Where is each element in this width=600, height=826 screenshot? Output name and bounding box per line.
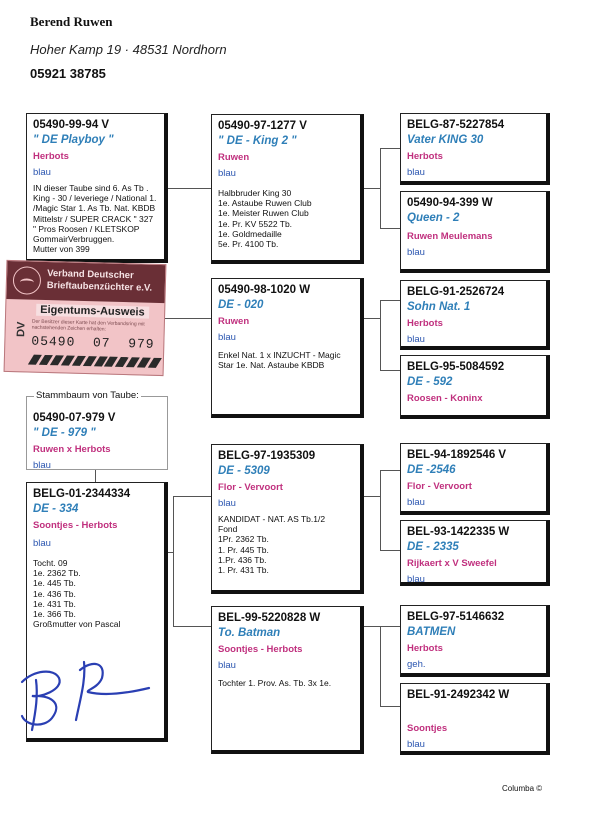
breeder: Rijkaert x V Sweefel (407, 558, 497, 569)
pigeon-card-gen3[interactable] (400, 280, 550, 350)
pigeon-name: DE - 5309 (218, 465, 270, 477)
connector (380, 300, 400, 301)
plumage-color: blau (407, 247, 425, 258)
pigeon-name: DE -2546 (407, 464, 456, 476)
plumage-color: blau (218, 168, 236, 179)
ring-number: BEL-91-2492342 W (407, 689, 510, 701)
connector (165, 318, 212, 319)
connector (380, 148, 381, 228)
connector (380, 228, 400, 229)
breeder: Herbots (407, 151, 443, 162)
connector (380, 148, 400, 149)
ownership-card-stamp (4, 260, 167, 376)
breeder: Soontjes (407, 723, 448, 734)
stamp-header (6, 261, 165, 303)
breeder: Roosen - Koninx (407, 393, 483, 404)
pigeon-name: Sohn Nat. 1 (407, 301, 471, 313)
breeder: Ruwen (218, 316, 250, 327)
breeder: Ruwen Meulemans (407, 231, 493, 242)
ring-number: BELG-97-5146632 (407, 611, 505, 623)
breeder: Flor - Vervoort (218, 482, 283, 493)
breeder: Ruwen (218, 152, 250, 163)
plumage-color: blau (33, 538, 51, 549)
plumage-color: geh. (407, 659, 426, 670)
connector (380, 550, 400, 551)
pigeon-name: " DE - 979 " (33, 427, 96, 439)
ring-number: BEL-93-1422335 W (407, 526, 510, 538)
pigeon-card-gen3[interactable] (400, 443, 550, 515)
breeder: Herbots (407, 643, 443, 654)
pigeon-card-gen3[interactable] (400, 191, 550, 273)
plumage-color: blau (33, 460, 51, 470)
footer-credit: Columba © (502, 784, 543, 793)
stamp-barcode (31, 355, 159, 368)
breeder: Flor - Vervoort (407, 481, 472, 492)
owner-name: Berend Ruwen (30, 14, 113, 29)
pigeon-card-dam-dam[interactable] (211, 606, 364, 754)
stamp-dv: DV (15, 321, 28, 338)
pigeon-name: DE - 334 (33, 503, 79, 515)
pigeon-name: To. Batman (218, 627, 281, 639)
ring-number: BELG-01-2344334 (33, 488, 131, 500)
ring-number: 05490-98-1020 W (218, 284, 311, 296)
breeder: Soontjes - Herbots (218, 644, 303, 655)
plumage-color: blau (33, 167, 51, 178)
stammbaum-label: Stammbaum von Taube: (36, 390, 139, 401)
owner-address: Hoher Kamp 19 · 48531 Nordhorn (30, 42, 227, 57)
plumage-color: blau (218, 498, 236, 509)
stamp-ring-number: 05490 07 979 (31, 333, 155, 352)
plumage-color: blau (407, 739, 425, 750)
breeder: Ruwen x Herbots (33, 444, 111, 455)
breeder: Soontjes - Herbots (33, 520, 118, 531)
connector (380, 626, 400, 627)
ring-number: BEL-99-5220828 W (218, 612, 321, 624)
performance-notes: IN dieser Taube sind 6. As Tb . King - 30 / leveriege / National 1. /Magic Star 1. As Tb. Nat. KBDB Mittelstr / SUPER CRACK " 327 " Pros Roosen / KLETSKOP GommairVerbruggen. Mutter von 399 (33, 183, 157, 255)
breeder: Herbots (407, 318, 443, 329)
pigeon-name (407, 703, 540, 718)
performance-notes: KANDIDAT - NAT. AS Tb.1/2 Fond 1Pr. 2362 Tb. 1. Pr. 445 Tb. 1.Pr. 436 Tb. 1. Pr. 431 Tb. (218, 514, 326, 576)
performance-notes: Halbbruder King 30 1e. Astaube Ruwen Club 1e. Meister Ruwen Club 1e. Pr. KV 5522 Tb. 1e. Goldmedaille 5e. Pr. 4100 Tb. (218, 188, 312, 250)
pigeon-name: Queen - 2 (407, 212, 460, 224)
handwritten-signature (14, 640, 164, 735)
ring-number: BEL-94-1892546 V (407, 449, 507, 461)
connector (380, 470, 381, 550)
plumage-color: blau (407, 497, 425, 508)
ring-number: BELG-97-1935309 (218, 450, 316, 462)
connector (95, 470, 96, 482)
plumage-color: blau (407, 167, 425, 178)
plumage-color: blau (218, 332, 236, 343)
plumage-color: blau (218, 660, 236, 671)
pigeon-card-gen3[interactable] (400, 113, 550, 185)
pigeon-card-gen3[interactable] (400, 683, 550, 755)
ring-number: BELG-87-5227854 (407, 119, 505, 131)
owner-phone: 05921 38785 (30, 66, 106, 81)
pigeon-card-subject[interactable] (26, 113, 168, 263)
ring-number: 05490-94-399 W (407, 197, 493, 209)
breeder: Herbots (33, 151, 69, 162)
connector (380, 370, 400, 371)
pigeon-card-gen3[interactable] (400, 355, 550, 419)
ring-number: 05490-07-979 V (33, 412, 116, 424)
pigeon-card-sire-dam[interactable] (211, 278, 364, 418)
pigeon-name: " DE Playboy " (33, 134, 114, 146)
ring-number: 05490-99-94 V (33, 119, 110, 131)
plumage-color: blau (407, 574, 425, 585)
ring-number: 05490-97-1277 V (218, 120, 307, 132)
performance-notes: Tocht. 09 1e. 2362 Tb. 1e. 445 Tb. 1e. 436 Tb. 1e. 431 Tb. 1e. 366 Tb. Großmutter von Pascal (33, 558, 121, 630)
pigeon-logo-icon (13, 266, 42, 295)
pigeon-name: DE - 2335 (407, 541, 459, 553)
plumage-color: blau (407, 334, 425, 345)
pigeon-name: DE - 592 (407, 376, 453, 388)
connector (380, 470, 400, 471)
ring-number: BELG-91-2526724 (407, 286, 505, 298)
pigeon-name: BATMEN (407, 626, 456, 638)
connector (173, 496, 174, 626)
pigeon-card-gen3[interactable] (400, 605, 550, 677)
stamp-small-print: Der Besitzer dieser Karte hat den Verbandsring mit nachstehenden Zeichen erhalten: (31, 318, 145, 333)
connector (380, 706, 400, 707)
pigeon-card-offspring[interactable] (26, 396, 168, 470)
pigeon-name: " DE - King 2 " (218, 135, 297, 147)
pigeon-card-sire-sire[interactable] (211, 114, 364, 264)
connector (380, 300, 381, 370)
ring-number: BELG-95-5084592 (407, 361, 505, 373)
pigeon-card-gen3[interactable] (400, 520, 550, 586)
connector (173, 626, 211, 627)
performance-notes: Tochter 1. Prov. As. Tb. 3x 1e. (218, 678, 332, 688)
stamp-organization: Verband Deutscher Brieftaubenzüchter e.V. (46, 267, 153, 294)
pigeon-name: DE - 020 (218, 299, 264, 311)
performance-notes: Enkel Nat. 1 x INZUCHT - Magic Star 1e. Nat. Astaube KBDB (218, 350, 341, 371)
connector (165, 188, 211, 189)
pigeon-name: Vater KING 30 (407, 134, 484, 146)
connector (380, 626, 381, 706)
connector (173, 496, 211, 497)
stamp-title: Eigentums-Ausweis (36, 304, 149, 319)
pigeon-card-dam-sire[interactable] (211, 444, 364, 594)
